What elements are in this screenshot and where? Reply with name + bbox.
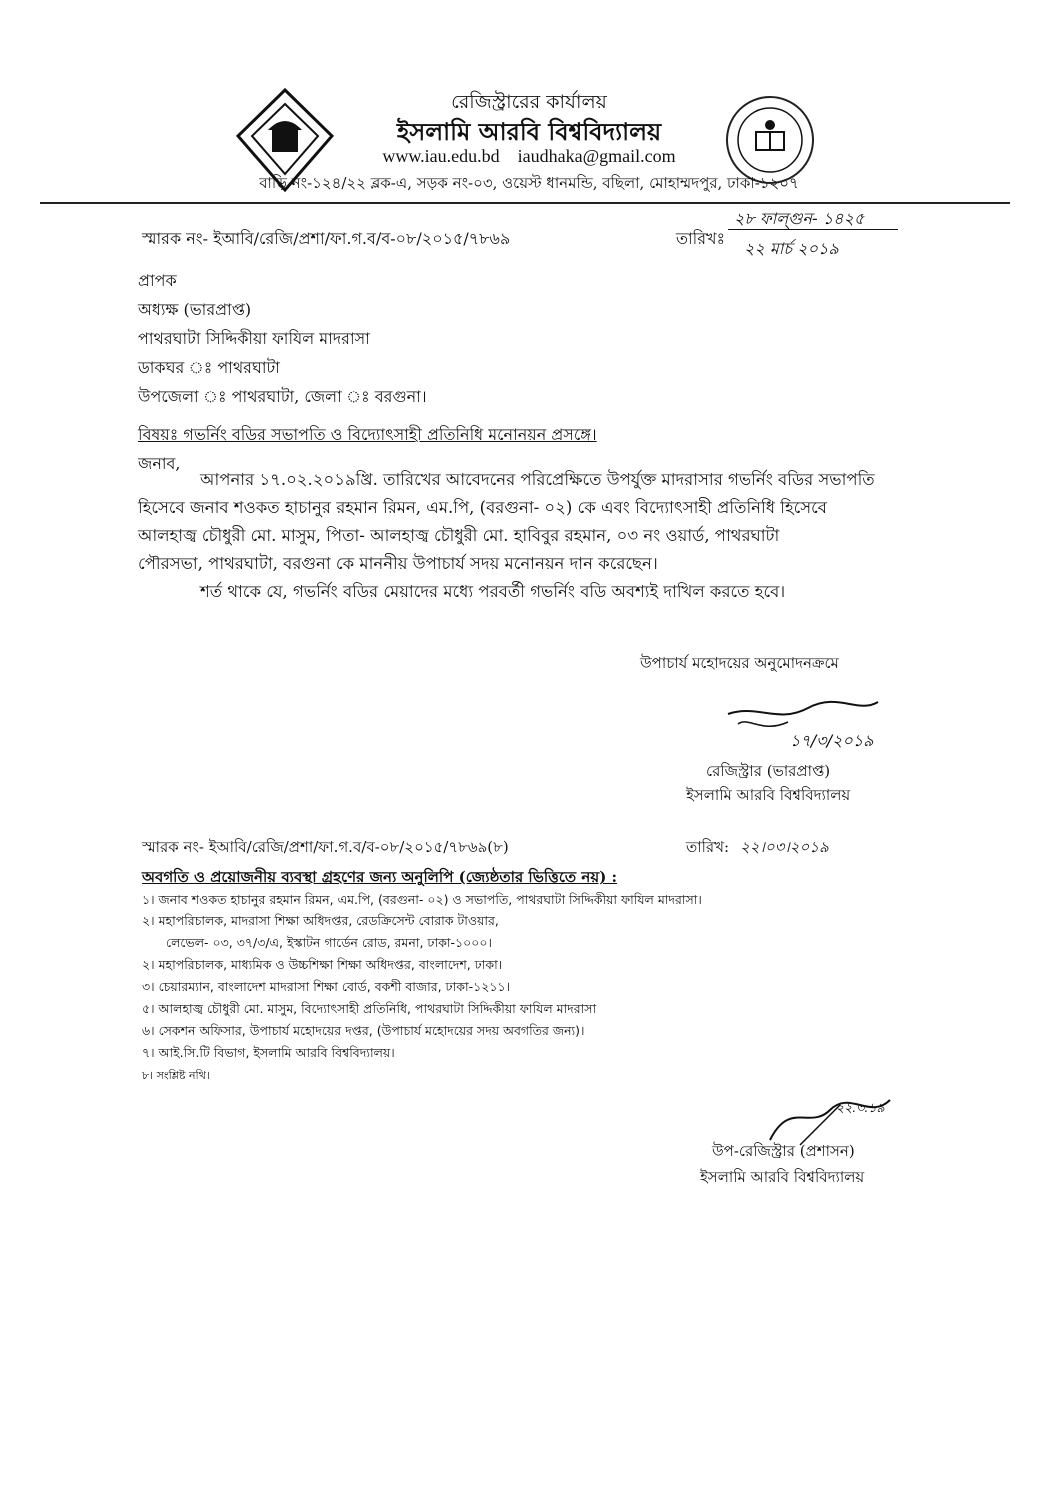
memo-ref: স্মারক নং- ইআবি/রেজি/প্রশা/ফা.গ.ব/ব-০৮/২০১৫/৭৮৬৯ (142, 229, 511, 248)
date-english-handwritten: ২২ মার্চ ২০১৯ (744, 239, 839, 258)
date-divider (728, 229, 898, 230)
copy-heading: অবগতি ও প্রয়োজনীয় ব্যবস্থা গ্রহণের জন্য অনুলিপি (জ্যেষ্ঠতার ভিত্তিতে নয়) : (142, 868, 618, 886)
date-bangla-handwritten: ২৮ ফাল্গুন- ১৪২৫ (734, 209, 865, 228)
address-line: বাড়ি নং-১২৪/২২ ব্লক-এ, সড়ক নং-০৩, ওয়েস্ট ধানমন্ডি, বছিলা, মোহাম্মদপুর, ঢাকা-১২০৭ (259, 174, 799, 192)
copy-item: ৭। আই.সি.টি বিভাগ, ইসলামি আরবি বিশ্ববিদ্যালয়। (142, 1045, 395, 1060)
body-line: পৌরসভা, পাথরঘাটা, বরগুনা কে মাননীয় উপাচার্য সদয় মনোনয়ন দান করেছেন। (138, 554, 658, 573)
body-line: আলহাজ্ব চৌধুরী মো. মাসুম, পিতা- আলহাজ্ব চৌধুরী মো. হাবিবুর রহমান, ০৩ নং ওয়ার্ড, পাথরঘাটা (138, 526, 780, 545)
salutation: জনাব, (138, 454, 181, 473)
memo2-date: ২২।০৩।২০১৯ (740, 838, 829, 856)
recipient-label: প্রাপক (138, 271, 177, 290)
office-name: রেজিস্ট্রারের কার্যালয় (451, 91, 607, 113)
signature-1-date: ১৭/৩/২০১৯ (790, 731, 874, 750)
website-link[interactable]: www.iau.edu.bd (382, 146, 500, 166)
copy-item: ৫। আলহাজ্ব চৌধুরী মো. মাসুম, বিদ্যোৎসাহী প্রতিনিধি, পাথরঘাটা সিদ্দিকীয়া ফাযিল মাদরাসা (142, 1001, 597, 1016)
copy-item: ৩। চেয়ারম্যান, বাংলাদেশ মাদরাসা শিক্ষা বোর্ড, বকশী বাজার, ঢাকা-১২১১। (142, 979, 511, 994)
signatory-1-org: ইসলামি আরবি বিশ্ববিদ্যালয় (686, 786, 851, 804)
recipient-line: উপজেলা ঃ পাথরঘাটা, জেলা ঃ বরগুনা। (138, 387, 427, 406)
copy-item: ১। জনাব শওকত হাচানুর রহমান রিমন, এম.পি, (বরগুনা- ০২) ও সভাপতি, পাথরঘাটা সিদ্দিকীয়া ফাযিল মাদরাসা। (142, 892, 702, 907)
copy-item: লেভেল- ০৩, ৩৭/৩/এ, ইস্কাটন গার্ডেন রোড, রমনা, ঢাকা-১০০০। (166, 935, 492, 950)
copy-item: ২। মহাপরিচালক, মাদরাসা শিক্ষা অধিদপ্তর, রেডক্রিসেন্ট বোরাক টাওয়ার, (142, 913, 499, 928)
approval-line: উপাচার্য মহোদয়ের অনুমোদনক্রমে (640, 654, 839, 672)
email-link[interactable]: iaudhaka@gmail.com (517, 146, 676, 166)
copy-item: ২। মহাপরিচালক, মাধ্যমিক ও উচ্চশিক্ষা শিক্ষা অধিদপ্তর, বাংলাদেশ, ঢাকা। (142, 957, 503, 972)
body-paragraph-1 (138, 466, 938, 578)
contact-line (0, 146, 1058, 167)
header-divider (40, 202, 1010, 204)
date-label: তারিখঃ (676, 229, 726, 248)
body-line: হিসেবে জনাব শওকত হাচানুর রহমান রিমন, এম.পি, (বরগুনা- ০২) কে এবং বিদ্যোৎসাহী প্রতিনিধি হিসেবে (138, 498, 827, 517)
signature-2-date: ২২.৩.১৯ (836, 1100, 885, 1115)
signatory-1-title: রেজিস্ট্রার (ভারপ্রাপ্ত) (706, 762, 831, 780)
memo2-date-label: তারিখ: (686, 838, 730, 856)
recipient-line: অধ্যক্ষ (ভারপ্রাপ্ত) (138, 300, 252, 319)
university-name: ইসলামি আরবি বিশ্ববিদ্যালয় (396, 117, 662, 146)
signatory-2-org: ইসলামি আরবি বিশ্ববিদ্যালয় (700, 1168, 865, 1186)
recipient-line: পাথরঘাটা সিদ্দিকীয়া ফাযিল মাদরাসা (138, 329, 370, 348)
signatory-2-title: উপ-রেজিস্ট্রার (প্রশাসন) (712, 1142, 855, 1160)
body-paragraph-2: শর্ত থাকে যে, গভর্নিং বডির মেয়াদের মধ্যে পরবর্তী গভর্নিং বডি অবশ্যই দাখিল করতে হবে। (200, 582, 786, 601)
memo2-ref: স্মারক নং- ইআবি/রেজি/প্রশা/ফা.গ.ব/ব-০৮/২০১৫/৭৮৬৯(৮) (142, 838, 509, 856)
subject-line: বিষয়ঃ গভর্নিং বডির সভাপতি ও বিদ্যোৎসাহী প্রতিনিধি মনোনয়ন প্রসঙ্গে। (138, 425, 597, 444)
copy-item: ৬। সেকশন অফিসার, উপাচার্য মহোদয়ের দপ্তর, (উপাচার্য মহোদয়ের সদয় অবগতির জন্য)। (142, 1023, 585, 1038)
copy-item: ৮। সংশ্লিষ্ট নথি। (142, 1069, 210, 1082)
recipient-line: ডাকঘর ঃ পাথরঘাটা (138, 358, 280, 377)
body-line: আপনার ১৭.০২.২০১৯খ্রি. তারিখের আবেদনের পরিপ্রেক্ষিতে উপর্যুক্ত মাদরাসার গভর্নিং বডির সভাপতি (200, 470, 875, 489)
